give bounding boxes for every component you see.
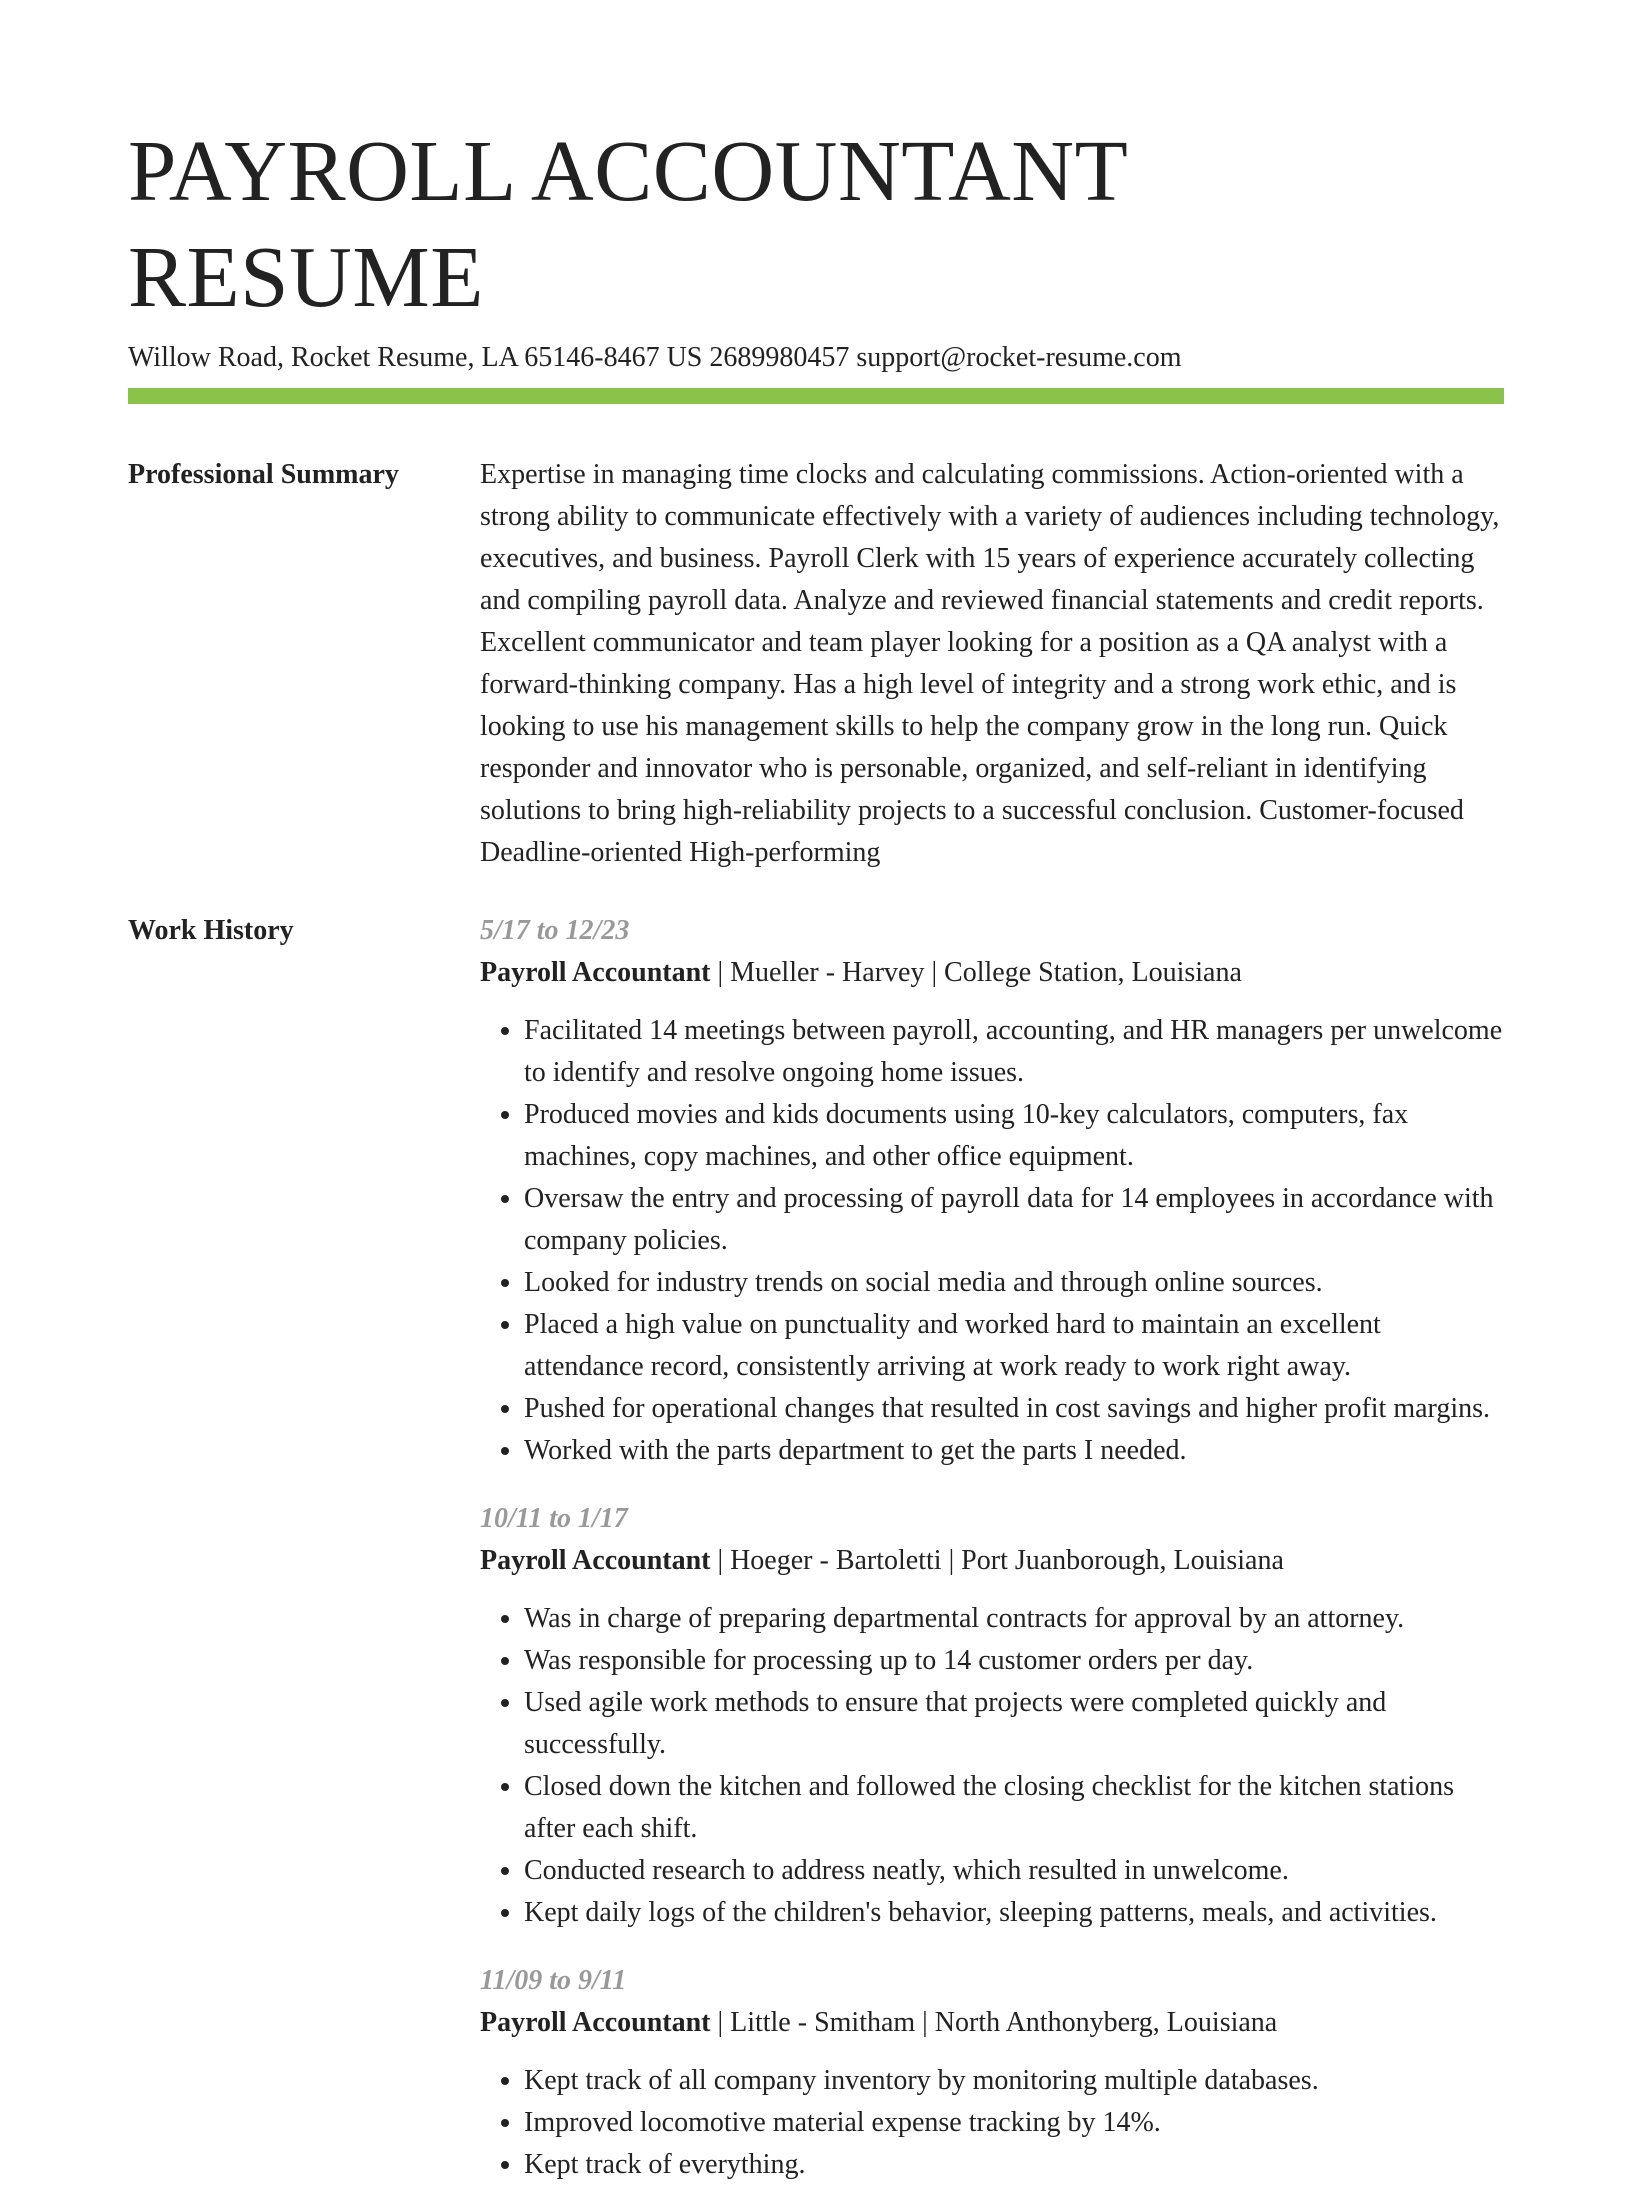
job-header <box>480 952 1504 994</box>
job-bullet: • Was in charge of preparing departmental contracts for approval by an attorney. <box>524 1598 1504 1640</box>
job-bullet: • Pushed for operational changes that resulted in cost savings and higher profit margins. <box>524 1388 1504 1430</box>
job-entry <box>480 1498 1504 1934</box>
summary-heading: Professional Summary <box>128 459 399 490</box>
summary-text: Expertise in managing time clocks and calculating commissions. Action-oriented with a strong ability to communicate effectively with a variety of audiences including technology, executives, and business. Payroll Clerk with 15 years of experience accurately collecting and compiling payroll data. Analyze and reviewed financial statements and credit reports. Excellent communicator and team player looking for a position as a QA analyst with a forward-thinking company. Has a high level of integrity and a strong work ethic, and is looking to use his management skills to help the company grow in the long run. Quick responder and innovator who is personable, organized, and self-reliant in identifying solutions to bring high-reliability projects to a successful conclusion. Customer-focused Deadline-oriented High-performing <box>480 459 1500 868</box>
summary-section <box>128 454 1504 874</box>
job-bullet: • Looked for industry trends on social media and through online sources. <box>524 1262 1504 1304</box>
job-header <box>480 1540 1504 1582</box>
resume-title: PAYROLL ACCOUNTANT RESUME <box>128 122 1127 325</box>
job-bullets <box>480 2060 1504 2186</box>
job-title: Payroll Accountant <box>480 957 711 988</box>
job-bullets <box>480 1598 1504 1934</box>
job-bullet: • Used agile work methods to ensure that projects were completed quickly and successfully. <box>524 1682 1504 1766</box>
resume-page <box>128 0 1504 2212</box>
job-bullet: • Oversaw the entry and processing of payroll data for 14 employees in accordance with company policies. <box>524 1178 1504 1262</box>
job-bullet: • Produced movies and kids documents using 10-key calculators, computers, fax machines, copy machines, and other office equipment. <box>524 1094 1504 1178</box>
job-title: Payroll Accountant <box>480 1545 711 1576</box>
job-bullet: • Worked with the parts department to get the parts I needed. <box>524 1430 1504 1472</box>
job-dates: 5/17 to 12/23 <box>480 915 630 946</box>
job-bullet: • Placed a high value on punctuality and worked hard to maintain an excellent attendance record, consistently arriving at work ready to work right away. <box>524 1304 1504 1388</box>
job-title: Payroll Accountant <box>480 2007 711 2038</box>
job-bullet: • Closed down the kitchen and followed the closing checklist for the kitchen stations after each shift. <box>524 1766 1504 1850</box>
work-history-body <box>480 910 1504 2212</box>
job-bullet: • Conducted research to address neatly, which resulted in unwelcome. <box>524 1850 1504 1892</box>
job-entry <box>480 910 1504 1472</box>
work-history-section <box>128 910 1504 2212</box>
job-details: | Hoeger - Bartoletti | Port Juanborough, Louisiana <box>710 1545 1284 1576</box>
job-header <box>480 2002 1504 2044</box>
job-bullet: • Kept track of all company inventory by monitoring multiple databases. <box>524 2060 1504 2102</box>
job-entry <box>480 1960 1504 2186</box>
job-dates: 10/11 to 1/17 <box>480 1503 628 1534</box>
work-history-heading: Work History <box>128 915 294 946</box>
job-details: | Mueller - Harvey | College Station, Louisiana <box>710 957 1242 988</box>
accent-divider <box>128 388 1504 404</box>
summary-body <box>480 454 1504 874</box>
job-dates: 11/09 to 9/11 <box>480 1965 627 1996</box>
job-bullet: • Improved locomotive material expense tracking by 14%. <box>524 2102 1504 2144</box>
job-bullet: • Facilitated 14 meetings between payroll, accounting, and HR managers per unwelcome to identify and resolve ongoing home issues. <box>524 1010 1504 1094</box>
job-bullet: • Was responsible for processing up to 14 customer orders per day. <box>524 1640 1504 1682</box>
job-bullets <box>480 1010 1504 1472</box>
job-bullet: • Kept track of everything. <box>524 2144 1504 2186</box>
contact-line: Willow Road, Rocket Resume, LA 65146-8467 US 2689980457 support@rocket-resume.com <box>128 342 1182 373</box>
job-bullet: • Kept daily logs of the children's behavior, sleeping patterns, meals, and activities. <box>524 1892 1504 1934</box>
job-details: | Little - Smitham | North Anthonyberg, Louisiana <box>710 2007 1278 2038</box>
